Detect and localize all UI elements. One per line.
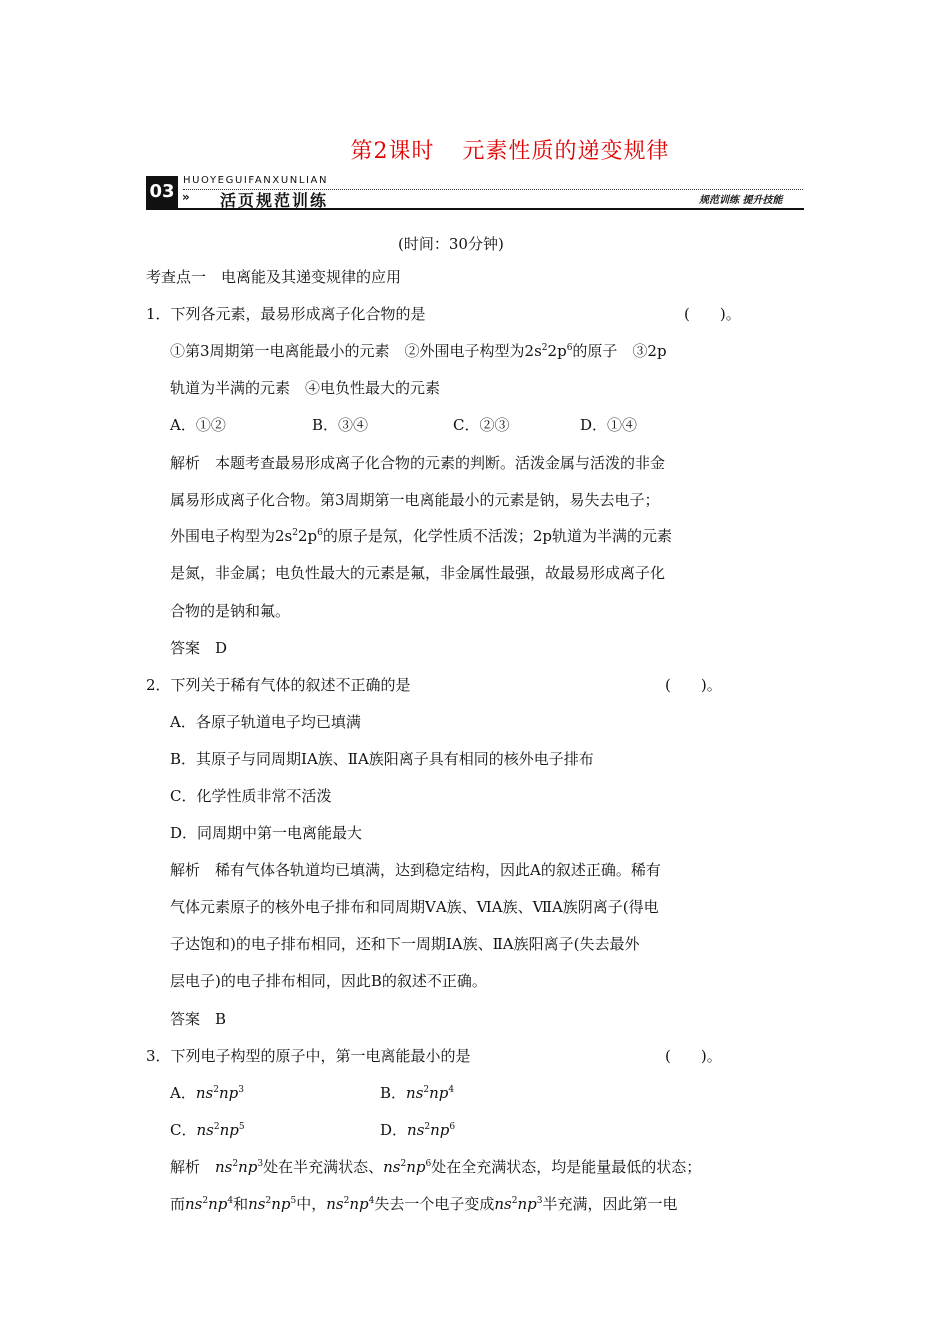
- q1-analysis-line4: 是氮，非金属；电负性最大的元素是氟，非金属性最强，故最易形成离子化: [170, 564, 666, 582]
- q1-items-line1: ①第3周期第一电离能最小的元素 ②外围电子构型为$2s^22p^6$的原子 ③2p: [170, 342, 667, 360]
- q1-blank: ( )。: [684, 305, 741, 323]
- q2-analysis-line1: 解析 稀有气体各轨道均已填满，达到稳定结构，因此A的叙述正确。稀有: [170, 861, 661, 879]
- time-note: (时间：30分钟): [398, 235, 504, 253]
- q1-answer: 答案 D: [170, 639, 228, 657]
- q1-analysis-line5: 合物的是钠和氟。: [170, 602, 291, 620]
- title-topic: 元素性质的递变规律: [462, 139, 670, 164]
- q3-stem: 3．下列电子构型的原子中，第一电离能最小的是: [146, 1047, 471, 1065]
- q3-option-d: D．$ns^2np^6$: [380, 1121, 456, 1139]
- section-number-badge: 03: [146, 176, 178, 208]
- q2-blank: ( )。: [665, 676, 722, 694]
- banner-pinyin: HUOYEGUIFANXUNLIAN: [183, 175, 329, 186]
- q2-analysis-line2: 气体元素原子的核外电子排布和同周期ⅤA族、ⅥA族、ⅦA族阴离子(得电: [170, 898, 659, 916]
- banner-rule: [146, 208, 804, 210]
- q1-analysis-line1: 解析 本题考查最易形成离子化合物的元素的判断。活泼金属与活泼的非金: [170, 454, 666, 472]
- q1-option-a: A．①②: [170, 416, 226, 434]
- q1-analysis-line2: 属易形成离子化合物。第3周期第一电离能最小的元素是钠，易失去电子；: [170, 491, 660, 509]
- section-heading: 考查点一 电离能及其递变规律的应用: [146, 268, 402, 286]
- q2-option-c: C．化学性质非常不活泼: [170, 787, 332, 805]
- page-title: [0, 134, 950, 165]
- q2-option-b: B．其原子与同周期ⅠA族、ⅡA族阳离子具有相同的核外电子排布: [170, 750, 594, 768]
- q3-blank: ( )。: [665, 1047, 722, 1065]
- q2-analysis-line3: 子达饱和)的电子排布相同，还和下一周期ⅠA族、ⅡA族阳离子(失去最外: [170, 935, 640, 953]
- banner-tagline: 规范训练 提升技能: [699, 195, 783, 206]
- q1-option-c: C．②③: [453, 416, 510, 434]
- q2-answer: 答案 B: [170, 1010, 227, 1028]
- q1-option-d: D．①④: [580, 416, 638, 434]
- double-chevron-icon: »: [182, 190, 190, 204]
- q2-option-d: D．同周期中第一电离能最大: [170, 824, 363, 842]
- q1-items-line2: 轨道为半满的元素 ④电负性最大的元素: [170, 379, 441, 397]
- q2-option-a: A．各原子轨道电子均已填满: [170, 713, 361, 731]
- q3-option-c: C．$ns^2np^5$: [170, 1121, 245, 1139]
- banner-heading: 活页规范训练: [220, 191, 329, 210]
- q3-analysis-line2: 而$ns^2np^4$和$ns^2np^5$中，$ns^2np^4$失去一个电子变成$ns^2np^3$半充满，因此第一电: [170, 1195, 678, 1213]
- q3-option-b: B．$ns^2np^4$: [380, 1084, 455, 1102]
- q1-analysis-line3: 外围电子构型为$2s^22p^6$的原子是氖，化学性质不活泼；2p轨道为半满的元素: [170, 527, 673, 545]
- q3-analysis-line1: 解析 $ns^2np^3$处在半充满状态、$ns^2np^6$处在全充满状态，均是能量最低的状态；: [170, 1158, 702, 1176]
- title-lesson: 第2课时: [350, 139, 435, 164]
- q3-option-a: A．$ns^2np^3$: [170, 1084, 244, 1102]
- q1-option-b: B．③④: [312, 416, 369, 434]
- q2-analysis-line4: 层电子)的电子排布相同，因此B的叙述不正确。: [170, 972, 487, 990]
- q2-stem: 2．下列关于稀有气体的叙述不正确的是: [146, 676, 411, 694]
- q1-stem: 1．下列各元素，最易形成离子化合物的是: [146, 305, 426, 323]
